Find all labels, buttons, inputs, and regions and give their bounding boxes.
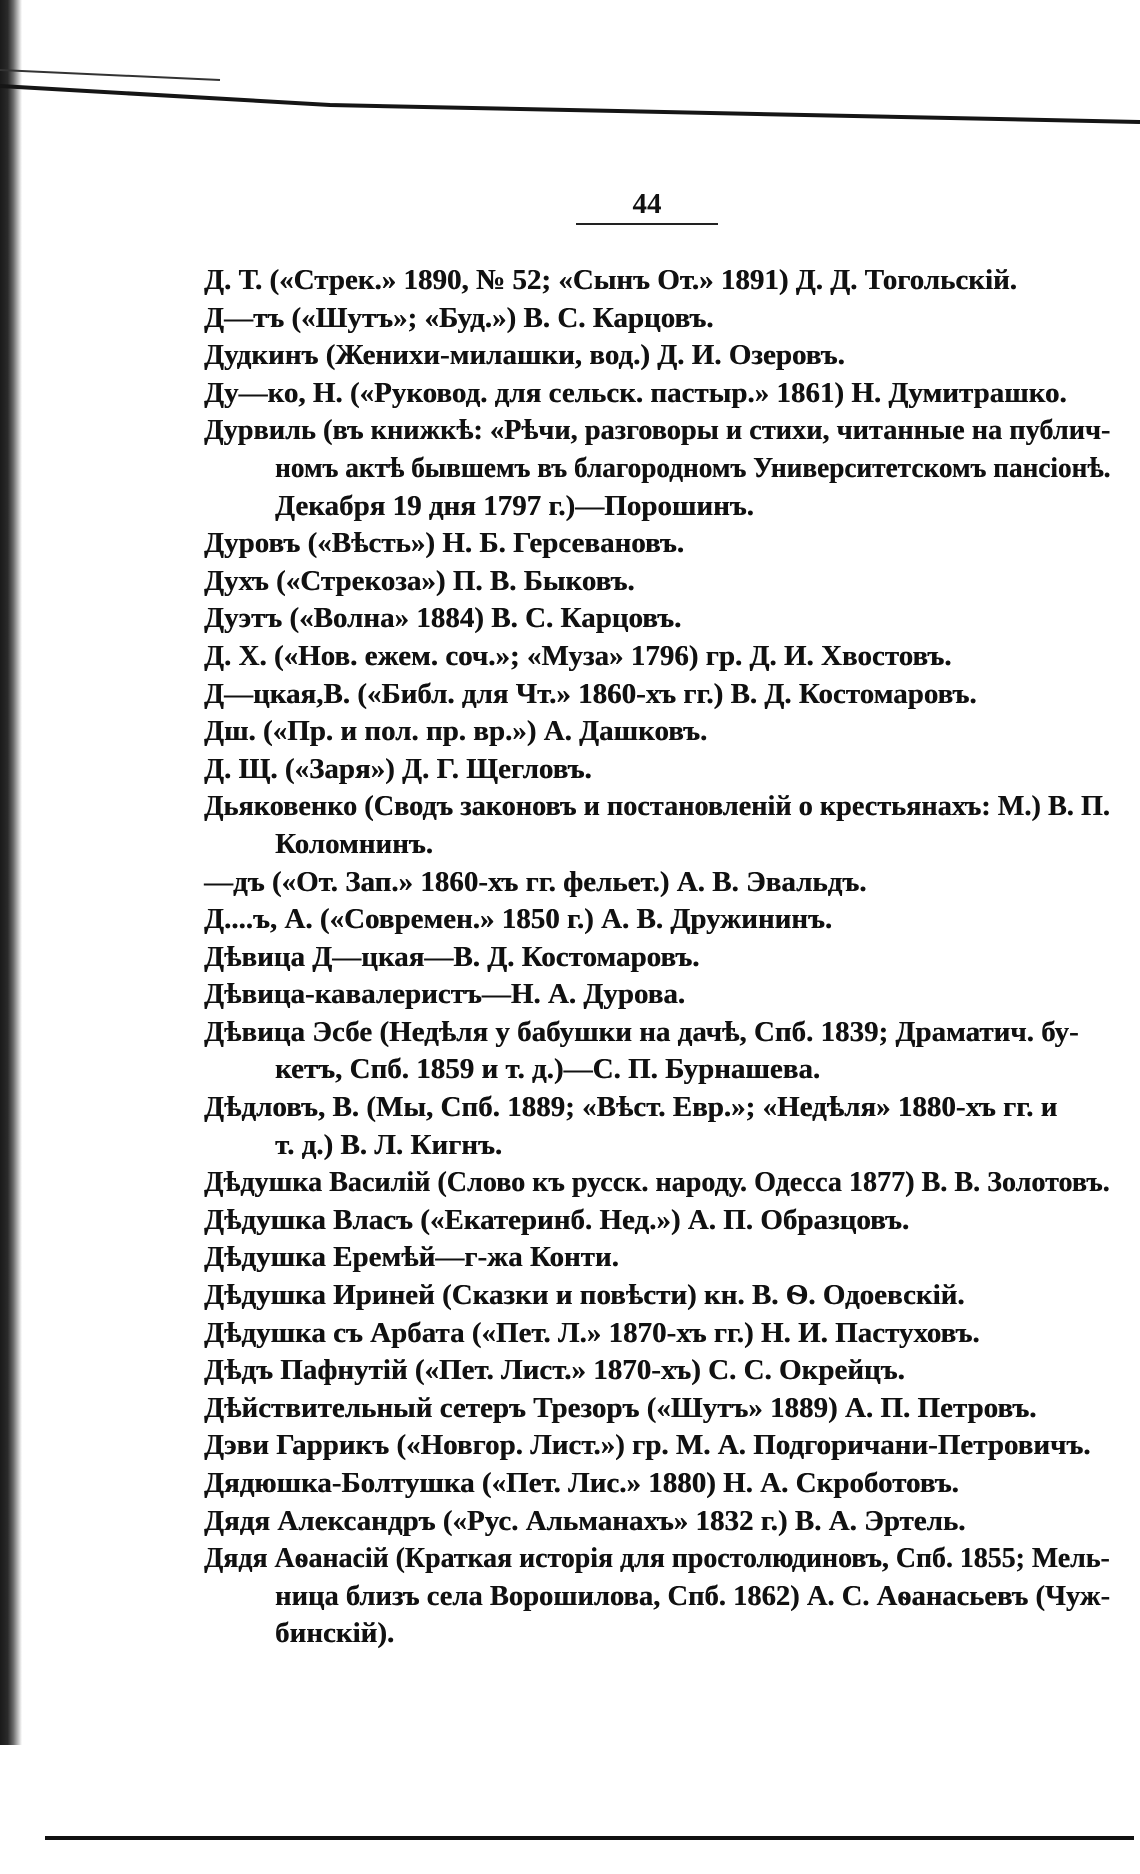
entry-line: Дѣдушка Еремѣй—г-жа Конти.	[204, 1241, 619, 1274]
dictionary-entry	[204, 1277, 1110, 1315]
dictionary-entry	[204, 864, 1110, 902]
dictionary-entry	[204, 901, 1110, 939]
dictionary-entry	[204, 1202, 1110, 1240]
entry-line: Д—тъ («Шутъ»; «Буд.») В. С. Карцовъ.	[204, 301, 714, 334]
dictionary-entry	[204, 713, 1110, 751]
entry-line: Дядюшка-Болтушка («Пет. Лис.» 1880) Н. А. Скроботовъ.	[204, 1467, 959, 1499]
entry-line: Дѣвица Д—цкая—В. Д. Костомаровъ.	[204, 940, 700, 973]
dictionary-entry	[204, 1465, 1110, 1503]
dictionary-entry	[204, 1239, 1110, 1277]
entry-line: Дѣдушка Ириней (Сказки и повѣсти) кн. В. Ѳ. Одоевскій.	[204, 1279, 965, 1312]
entry-line: Духъ («Стрекоза») П. В. Быковъ.	[204, 564, 635, 597]
top-border-line	[0, 86, 1140, 122]
dictionary-entry	[204, 262, 1110, 300]
entry-line: Дуэтъ («Волна» 1884) В. С. Карцовъ.	[204, 602, 682, 635]
dictionary-entry	[204, 788, 1110, 863]
entry-line: Дѣдушка съ Арбата («Пет. Л.» 1870-хъ гг.) Н. И. Пастуховъ.	[204, 1316, 980, 1349]
entry-line: Дудкинъ (Женихи-милашки, вод.) Д. И. Озеровъ.	[204, 339, 845, 372]
entry-continuation-line: Коломнинъ.	[275, 827, 433, 860]
entry-line: Дш. («Пр. и пол. пр. вр.») А. Дашковъ.	[204, 715, 708, 748]
entry-line: Дуровъ («Вѣсть») Н. Б. Герсевановъ.	[204, 527, 685, 560]
dictionary-entry	[204, 1503, 1110, 1541]
scan-edge-left	[0, 0, 22, 1745]
dictionary-entry	[204, 300, 1110, 338]
entry-line: Д. Х. («Нов. ежем. соч.»; «Муза» 1796) гр. Д. И. Хвостовъ.	[204, 639, 952, 672]
dictionary-entry	[204, 676, 1110, 714]
entry-line: Дьяковенко (Сводъ законовъ и постановленій о крестьянахъ: М.) В. П.	[204, 790, 1110, 823]
dictionary-entry	[204, 1427, 1110, 1465]
dictionary-entry	[204, 1089, 1110, 1164]
top-border-thin-line	[0, 70, 220, 80]
entry-continuation-line: т. д.) В. Л. Кигнъ.	[275, 1128, 503, 1161]
dictionary-entry	[204, 412, 1110, 525]
entry-line: Дядя Александръ («Рус. Альманахъ» 1832 г.) В. А. Эртель.	[204, 1504, 966, 1537]
entry-line: Д. Щ. («Заря») Д. Г. Щегловъ.	[204, 752, 592, 785]
entry-line: Дурвиль (въ книжкѣ: «Рѣчи, разговоры и стихи, читанные на публич-	[204, 414, 1111, 447]
entry-continuation-line: ница близъ села Ворошилова, Спб. 1862) А. С. Аѳанасьевъ (Чуж-	[275, 1579, 1110, 1612]
entry-line: Ду—ко, Н. («Руковод. для сельск. пастыр.» 1861) Н. Думитрашко.	[204, 376, 1067, 409]
dictionary-entry	[204, 1390, 1110, 1428]
entry-line: Дѣдловъ, В. (Мы, Спб. 1889; «Вѣст. Евр.»; «Недѣля» 1880-хъ гг. и	[204, 1091, 1058, 1124]
entry-continuation-line: Декабря 19 дня 1797 г.)—Порошинъ.	[275, 489, 754, 522]
dictionary-entry	[204, 337, 1110, 375]
page-number-rule	[576, 223, 718, 225]
entry-line: Дѣвица-кавалеристъ—Н. А. Дурова.	[204, 978, 686, 1011]
dictionary-entry	[204, 375, 1110, 413]
dictionary-entry	[204, 525, 1110, 563]
entry-line: Дэви Гаррикъ («Новгор. Лист.») гр. М. А. Подгоричани-Петровичъ.	[204, 1429, 1091, 1462]
dictionary-entry	[204, 1315, 1110, 1353]
entry-continuation-line: номъ актѣ бывшемъ въ благородномъ Университетскомъ пансіонѣ.	[275, 451, 1111, 484]
entries-list	[204, 262, 1110, 1653]
entry-line: Дѣдушка Василій (Слово къ русск. народу. Одесса 1877) В. В. Золотовъ.	[204, 1166, 1110, 1199]
dictionary-entry	[204, 600, 1110, 638]
dictionary-entry	[204, 1540, 1110, 1653]
entry-line: Д—цкая,В. («Библ. для Чт.» 1860-хъ гг.) В. Д. Костомаровъ.	[204, 677, 977, 710]
dictionary-entry	[204, 1014, 1110, 1089]
entry-continuation-line: бинскій).	[275, 1617, 395, 1650]
entry-line: Дѣвица Эсбе (Недѣля у бабушки на дачѣ, Спб. 1839; Драматич. бу-	[204, 1015, 1079, 1048]
dictionary-entry	[204, 563, 1110, 601]
entry-line: Дѣдъ Пафнутій («Пет. Лист.» 1870-хъ) С. С. Окрейцъ.	[204, 1354, 905, 1387]
dictionary-entry	[204, 976, 1110, 1014]
page-number: 44	[632, 188, 662, 220]
dictionary-entry	[204, 751, 1110, 789]
dictionary-entry	[204, 1164, 1110, 1202]
entry-line: Дѣйствительный сетеръ Трезоръ («Шутъ» 1889) А. П. Петровъ.	[204, 1391, 1037, 1424]
dictionary-entry	[204, 939, 1110, 977]
scan-edge-top	[0, 0, 1140, 140]
entry-line: Д....ъ, А. («Современ.» 1850 г.) А. В. Дружининъ.	[204, 903, 833, 936]
dictionary-entry	[204, 638, 1110, 676]
entry-line: Д. Т. («Стрек.» 1890, № 52; «Сынъ От.» 1891) Д. Д. Тогольскій.	[204, 264, 1017, 296]
dictionary-entry	[204, 1352, 1110, 1390]
entry-line: Дядя Аѳанасій (Краткая исторія для простолюдиновъ, Спб. 1855; Мель-	[204, 1542, 1110, 1575]
entry-line: Дѣдушка Власъ («Екатеринб. Нед.») А. П. Образцовъ.	[204, 1203, 910, 1236]
entry-line: —дъ («От. Зап.» 1860-хъ гг. фельет.) А. В. Эвальдъ.	[204, 865, 867, 898]
bottom-rule	[45, 1836, 1134, 1840]
entry-continuation-line: кетъ, Спб. 1859 и т. д.)—С. П. Бурнашева.	[275, 1053, 821, 1086]
